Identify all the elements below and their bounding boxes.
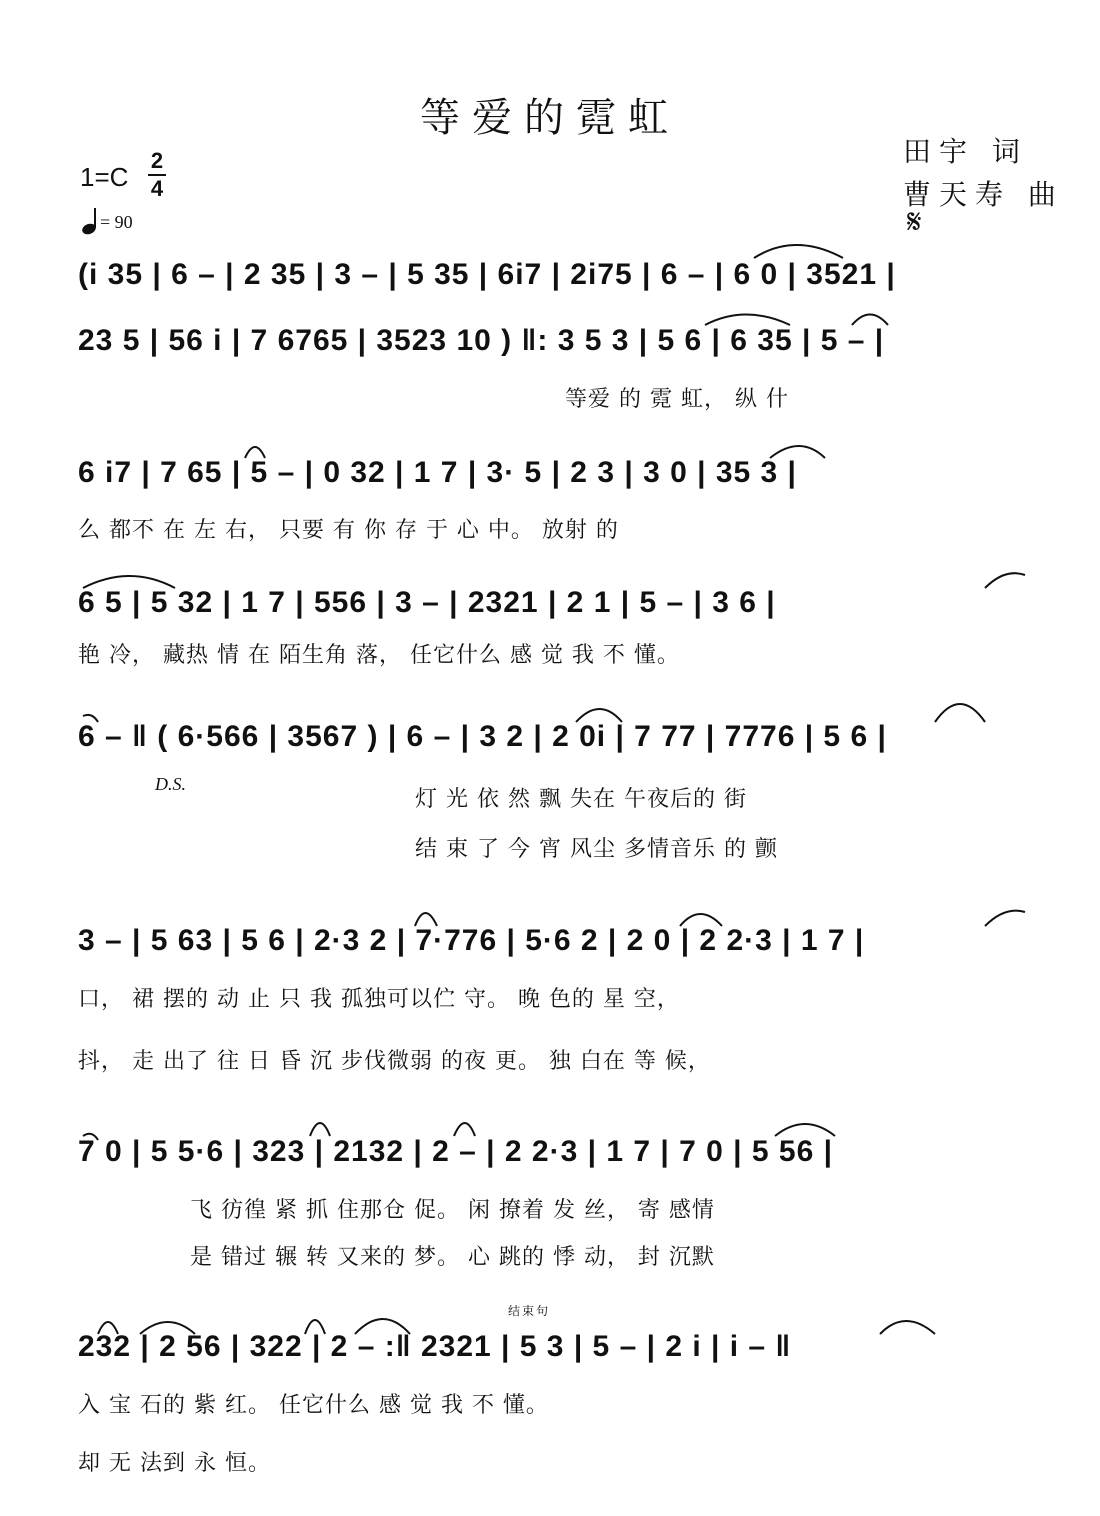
- time-signature-bottom: 4: [150, 176, 164, 201]
- time-signature-top: 2: [150, 148, 164, 173]
- lyrics-row-7-verse-1: 飞 彷徨 紧 抓 住那仓 促。 闲 撩着 发 丝， 寄 感情: [190, 1198, 715, 1223]
- lyricist-credit: 田宇 词: [903, 135, 1028, 168]
- lyrics-row-8-verse-2: 却 无 法到 永 恒。: [78, 1451, 271, 1476]
- lyrics-row-6-verse-2: 抖， 走 出了 往 日 昏 沉 步伐微弱 的夜 更。 独 白在 等 候，: [78, 1049, 711, 1074]
- notation-row-6: 3 – | 5 63 | 5 6 | 2·3 2 | 7·776 | 5·6 2 | 2 0 | 2 2·3 | 1 7 |: [78, 924, 865, 957]
- key-signature: 1=C: [80, 162, 129, 192]
- lyrics-row-5-verse-2: 结 束 了 今 宵 风尘 多情音乐 的 颤: [415, 837, 778, 862]
- notation-row-3: 6 i7 | 7 65 | 5 – | 0 32 | 1 7 | 3· 5 | 2 3 | 3 0 | 35 3 |: [78, 456, 797, 489]
- segno-icon: 𝄋: [907, 202, 922, 242]
- lyrics-row-8-verse-1: 入 宝 石的 紫 红。 任它什么 感 觉 我 不 懂。: [78, 1393, 549, 1418]
- lyrics-row-2-verse-1: 等爱 的 霓 虹， 纵 什: [565, 387, 789, 412]
- notation-row-1: (i 35 | 6 – | 2 35 | 3 – | 5 35 | 6i7 | 2i75 | 6 – | 6 0 | 3521 |: [78, 258, 896, 291]
- tempo-marking: = 90: [100, 212, 133, 232]
- lyrics-row-7-verse-2: 是 错过 辗 转 又来的 梦。 心 跳的 悸 动， 封 沉默: [190, 1245, 715, 1270]
- lyrics-row-5-verse-1: 灯 光 依 然 飘 失在 午夜后的 街: [415, 787, 747, 812]
- notation-row-8: 232 | 2 56 | 322 | 2 – :‖ 2321 | 5 3 | 5 – | 2 i | i – ‖: [78, 1330, 792, 1363]
- notation-row-2: 23 5 | 56 i | 7 6765 | 3523 10 ) ‖: 3 5 3 | 5 6 | 6 35 | 5 – |: [78, 324, 885, 357]
- song-title: 等爱的霓虹: [420, 95, 680, 141]
- ds-marker: D.S.: [155, 774, 186, 794]
- lyrics-row-3-verse-1: 么 都不 在 左 右， 只要 有 你 存 于 心 中。 放射 的: [78, 518, 619, 543]
- ending-phrase-marker: 结束句: [508, 1304, 551, 1318]
- composer-credit: 曹天寿 曲: [903, 178, 1064, 211]
- lyrics-row-4-verse-1: 艳 冷， 藏热 情 在 陌生角 落， 任它什么 感 觉 我 不 懂。: [78, 643, 680, 668]
- notation-row-7: 7 0 | 5 5·6 | 323 | 2132 | 2 – | 2 2·3 | 1 7 | 7 0 | 5 56 |: [78, 1135, 833, 1168]
- lyrics-row-6-verse-1: 口， 裙 摆的 动 止 只 我 孤独可以伫 守。 晚 色的 星 空，: [78, 987, 680, 1012]
- notation-row-4: 6 5 | 5 32 | 1 7 | 556 | 3 – | 2321 | 2 1 | 5 – | 3 6 |: [78, 586, 776, 619]
- notation-row-5: 6 – ‖ ( 6·566 | 3567 ) | 6 – | 3 2 | 2 0i | 7 77 | 7776 | 5 6 |: [78, 720, 887, 753]
